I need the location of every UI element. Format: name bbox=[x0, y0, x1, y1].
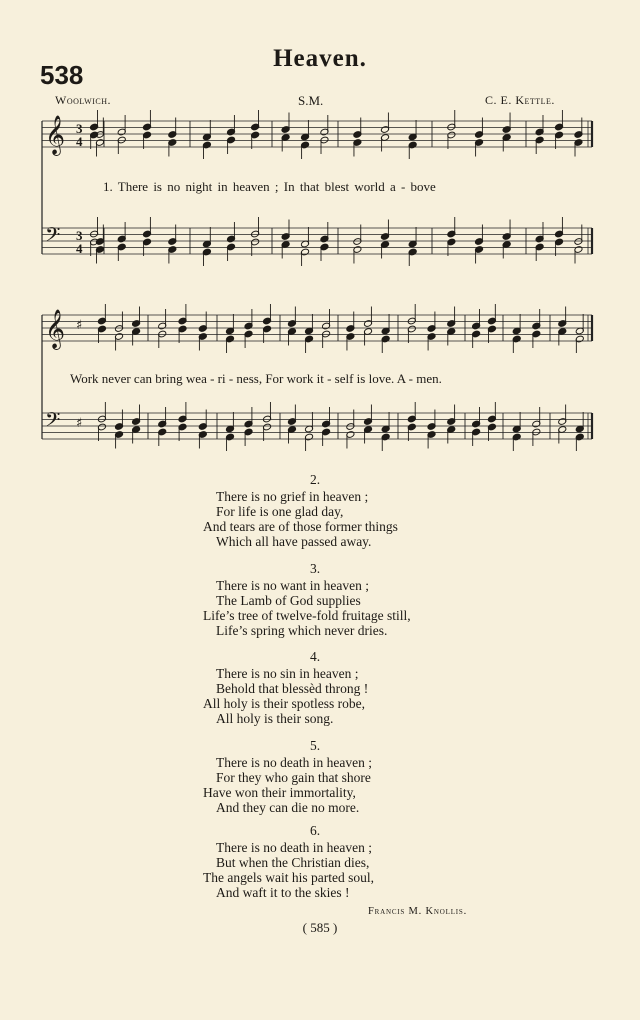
stanza-line: Have won their immortality, bbox=[203, 785, 356, 800]
stanza-number: 4. bbox=[309, 649, 321, 664]
composer: C. E. Kettle. bbox=[485, 93, 555, 107]
stanza-line: The angels wait his parted soul, bbox=[203, 870, 374, 885]
stanza-line: All holy is their spotless robe, bbox=[203, 696, 365, 711]
stanza-line: There is no sin in heaven ; bbox=[216, 666, 359, 681]
treble-clef-icon: 𝄞 bbox=[45, 309, 66, 349]
stanza-line: Life’s tree of twelve-fold fruitage still, bbox=[203, 608, 411, 623]
lyrics-line-1: 1. There is no night in heaven ; In that blest world a - bove bbox=[103, 179, 436, 194]
stanza-4 bbox=[200, 649, 470, 726]
meter: S.M. bbox=[298, 93, 324, 108]
stanza-3 bbox=[200, 561, 470, 638]
stanza-number: 6. bbox=[309, 823, 321, 838]
stanza-line: And they can die no more. bbox=[216, 800, 360, 815]
stanza-line: And waft it to the skies ! bbox=[216, 885, 350, 900]
stanza-5 bbox=[200, 738, 470, 815]
stanza-number: 5. bbox=[309, 738, 321, 753]
lyrics-line-2: Work never can bring wea - ri - ness, For work it - self is love. A - men. bbox=[70, 371, 442, 386]
stanza-6 bbox=[200, 823, 470, 900]
tune-name: Woolwich. bbox=[55, 93, 112, 107]
time-signature-top: 3 bbox=[76, 121, 83, 136]
author: Francis M. Knollis. bbox=[368, 906, 468, 917]
stanza-line: And tears are of those former things bbox=[203, 519, 398, 534]
stanza-2 bbox=[200, 472, 470, 549]
bass-clef-icon: 𝄢 bbox=[45, 408, 61, 436]
stanza-line: There is no death in heaven ; bbox=[216, 755, 372, 770]
time-signature-top: 3 bbox=[76, 228, 83, 243]
stanza-line: For they who gain that shore bbox=[216, 770, 371, 785]
stanza-line: There is no grief in heaven ; bbox=[216, 489, 369, 504]
music-score bbox=[0, 0, 640, 470]
stanza-line: But when the Christian dies, bbox=[216, 855, 370, 870]
stanza-line: Life’s spring which never dries. bbox=[216, 623, 388, 638]
stanza-number: 3. bbox=[309, 561, 321, 576]
sharp-icon: ♯ bbox=[76, 416, 83, 431]
treble-clef-icon: 𝄞 bbox=[45, 115, 66, 155]
stanza-line: There is no want in heaven ; bbox=[216, 578, 369, 593]
stanza-line: Behold that blessèd throng ! bbox=[216, 681, 369, 696]
bass-clef-icon: 𝄢 bbox=[45, 223, 61, 251]
stanza-line: Which all have passed away. bbox=[216, 534, 372, 549]
time-signature-bottom: 4 bbox=[76, 134, 83, 149]
stanza-line: The Lamb of God supplies bbox=[216, 593, 361, 608]
time-signature-bottom: 4 bbox=[76, 241, 83, 256]
hymn-number: 538 bbox=[40, 60, 84, 90]
hymn-title: Heaven. bbox=[273, 45, 367, 72]
stanza-line: For life is one glad day, bbox=[216, 504, 344, 519]
page-number: ( 585 ) bbox=[302, 920, 338, 935]
stanza-line: All holy is their song. bbox=[216, 711, 334, 726]
stanza-line: There is no death in heaven ; bbox=[216, 840, 372, 855]
stanza-number: 2. bbox=[309, 472, 321, 487]
sharp-icon: ♯ bbox=[76, 318, 83, 333]
